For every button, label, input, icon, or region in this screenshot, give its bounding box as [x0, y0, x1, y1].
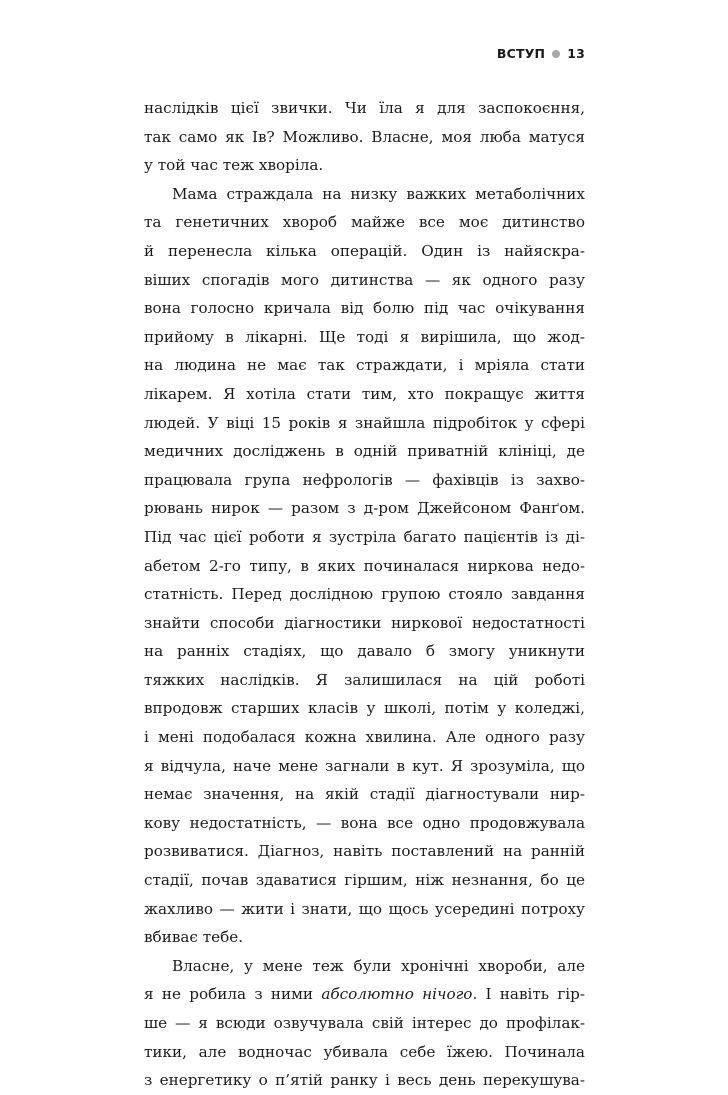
text-line: статність. Перед дослідною групою стояло завдання [144, 585, 585, 604]
text-line: Під час цієї роботи я зустріла багато пацієнтів із ді- [144, 527, 585, 546]
text-line: кову недостатність, — вона все одно продовжувала [144, 813, 585, 832]
text-line: лікарем. Я хотіла стати тим, хто покращує життя [144, 384, 585, 403]
text-line: жахливо — жити і знати, що щось усередині потроху [144, 899, 585, 918]
text-line: наслідків цієї звички. Чи їла я для заспокоєння, [144, 99, 585, 117]
text-line: з енергетику о п’ятій ранку і весь день перекушува- [144, 1071, 585, 1090]
text-line-with-emphasis [144, 980, 585, 1009]
running-head [497, 44, 585, 64]
text-line: віших спогадів мого дитинства — як одного разу [144, 270, 585, 289]
text-line: рювань нирок — разом з д-ром Джейсоном Фанґом. [144, 499, 585, 518]
text-line: тяжких наслідків. Я залишилася на цій роботі [144, 670, 585, 689]
text-line: Власне, у мене теж були хронічні хвороби, але [172, 956, 585, 975]
text-run: я не робила з ними [144, 985, 322, 1004]
text-line: стадії, почав здаватися гіршим, ніж незнання, бо це [144, 871, 585, 890]
text-line: ше — я всюди озвучувала свій інтерес до профілак- [144, 1014, 585, 1032]
text-line: на людина не має так страждати, і мріяла стати [144, 356, 585, 375]
text-line: і мені подобалася кожна хвилина. Але одного разу [144, 728, 585, 747]
text-line: впродовж старших класів у школі, потім у коледжі, [144, 699, 585, 718]
section-title: ВСТУП [496, 46, 546, 61]
text-line: та генетичних хвороб майже все моє дитинство [144, 213, 585, 232]
text-line: вбиває тебе. [144, 928, 244, 947]
text-line: тики, але водночас убивала себе їжею. Починала [144, 1042, 585, 1061]
text-line: розвиватися. Діагноз, навіть поставлений на ранній [144, 842, 585, 861]
text-line: у той час теж хворіла. [144, 156, 324, 175]
text-line: немає значення, на якій стадії діагностували нир- [144, 785, 585, 804]
text-line: Мама страждала на низку важких метаболічних [172, 184, 585, 203]
emphasis-text: абсолютно нічого [321, 985, 473, 1004]
text-line: вона голосно кричала від болю під час очікування [144, 299, 585, 318]
text-line: так само як Ів? Можливо. Власне, моя люба матуся [144, 127, 585, 146]
separator-dot-icon [552, 50, 560, 58]
text-line: й перенесла кілька операцій. Один із найяскра- [144, 241, 585, 260]
text-line: на ранніх стадіях, що давало б змогу уникнути [144, 642, 585, 661]
text-line: прийому в лікарні. Ще тоді я вирішила, що жод- [144, 327, 585, 346]
text-line: знайти способи діагностики ниркової недостатності [144, 613, 585, 632]
text-line: медичних досліджень в одній приватній клініці, де [144, 442, 585, 461]
body-text [144, 94, 585, 1095]
page-number: 13 [567, 46, 585, 61]
text-run: . І навіть гір- [472, 985, 585, 1004]
text-line: я відчула, наче мене загнали в кут. Я зрозуміла, що [144, 756, 585, 775]
text-line: абетом 2-го типу, в яких починалася ниркова недо- [144, 556, 585, 575]
text-line: працювала група нефрологів — фахівців із захво- [144, 470, 585, 489]
text-line: людей. У віці 15 років я знайшла підробіток у сфері [144, 413, 585, 432]
